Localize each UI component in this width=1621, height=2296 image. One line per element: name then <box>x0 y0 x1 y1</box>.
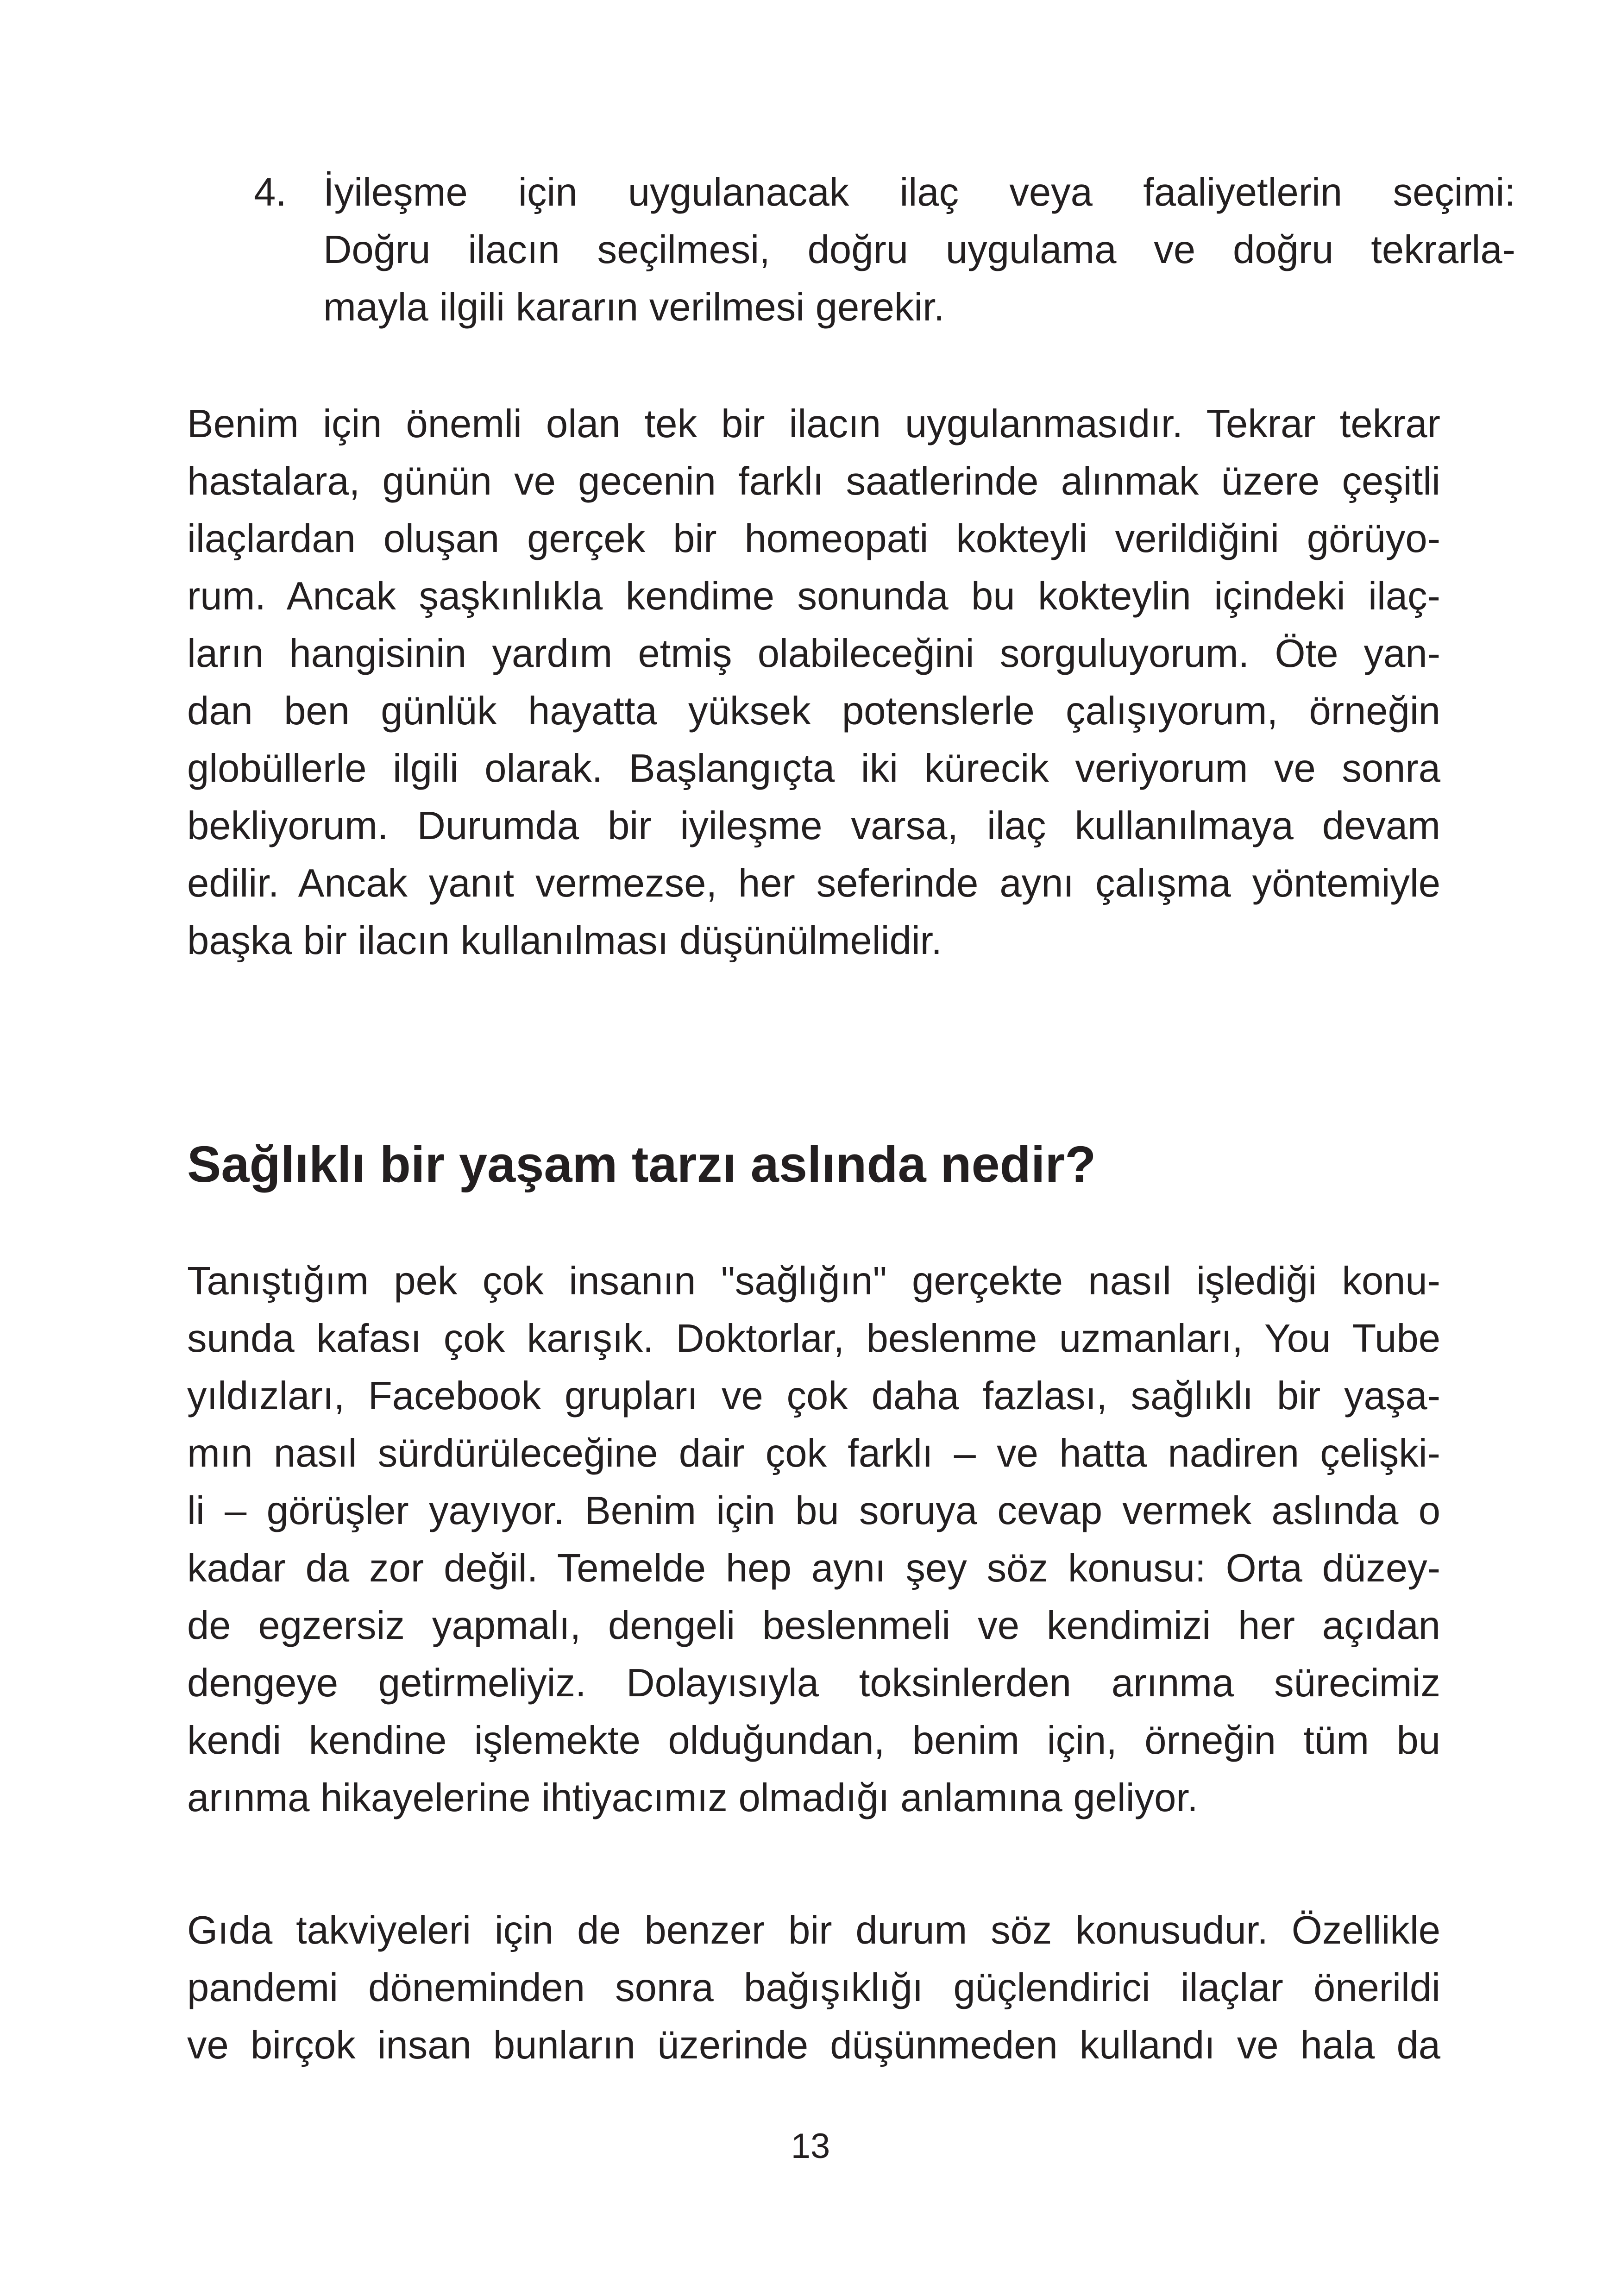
body-paragraph <box>187 395 1440 970</box>
text-line: Doğru ilacın seçilmesi, doğru uygulama ve doğru tekrarla- <box>323 228 1515 272</box>
page-number: 13 <box>791 2127 830 2166</box>
text-line: rum. Ancak şaşkınlıkla kendime sonunda bu kokteylin içindeki ilaç- <box>187 574 1440 618</box>
text-line: dan ben günlük hayatta yüksek potenslerle çalışıyorum, örneğin <box>187 689 1440 733</box>
body-paragraph <box>187 1253 1440 1827</box>
text-line: dengeye getirmeliyiz. Dolayısıyla toksinlerden arınma sürecimiz <box>187 1661 1440 1705</box>
list-item-number: 4. <box>254 170 287 214</box>
text-line: başka bir ilacın kullanılması düşünülmelidir. <box>187 919 942 963</box>
text-line: kadar da zor değil. Temelde hep aynı şey söz konusu: Orta düzey- <box>187 1546 1440 1590</box>
text-line: pandemi döneminden sonra bağışıklığı güçlendirici ilaçlar önerildi <box>187 1966 1440 2010</box>
text-line: globüllerle ilgili olarak. Başlangıçta iki kürecik veriyorum ve sonra <box>187 747 1440 790</box>
body-paragraph <box>187 1902 1440 2074</box>
text-line: ve birçok insan bunların üzerinde düşünmeden kullandı ve hala da <box>187 2023 1440 2067</box>
text-line: yıldızları, Facebook grupları ve çok daha fazlası, sağlıklı bir yaşa- <box>187 1374 1440 1418</box>
text-line: kendi kendine işlemekte olduğundan, benim için, örneğin tüm bu <box>187 1719 1440 1763</box>
text-line: mın nasıl sürdürüleceğine dair çok farklı – ve hatta nadiren çelişki- <box>187 1431 1440 1475</box>
text-line: arınma hikayelerine ihtiyacımız olmadığı anlamına geliyor. <box>187 1776 1198 1820</box>
text-line: Tanıştığım pek çok insanın "sağlığın" gerçekte nasıl işlediği konu- <box>187 1259 1440 1303</box>
text-line: hastalara, günün ve gecenin farklı saatlerinde alınmak üzere çeşitli <box>187 459 1440 503</box>
text-line: Benim için önemli olan tek bir ilacın uygulanmasıdır. Tekrar tekrar <box>187 402 1440 446</box>
text-line: bekliyorum. Durumda bir iyileşme varsa, ilaç kullanılmaya devam <box>187 804 1440 848</box>
text-line: ların hangisinin yardım etmiş olabileceğini sorguluyorum. Öte yan- <box>187 632 1440 676</box>
text-line: İyileşme için uygulanacak ilaç veya faaliyetlerin seçimi: <box>323 170 1515 214</box>
list-item-body <box>323 164 1515 336</box>
text-line: Gıda takviyeleri için de benzer bir durum söz konusudur. Özellikle <box>187 1908 1440 1952</box>
text-line: de egzersiz yapmalı, dengeli beslenmeli ve kendimizi her açıdan <box>187 1604 1440 1648</box>
text-line: mayla ilgili kararın verilmesi gerekir. <box>323 285 945 329</box>
section-heading: Sağlıklı bir yaşam tarzı aslında nedir? <box>187 1136 1096 1193</box>
text-line: sunda kafası çok karışık. Doktorlar, beslenme uzmanları, You Tube <box>187 1317 1440 1361</box>
text-line: li – görüşler yayıyor. Benim için bu soruya cevap vermek aslında o <box>187 1489 1440 1533</box>
text-line: ilaçlardan oluşan gerçek bir homeopati kokteyli verildiğini görüyo- <box>187 517 1440 561</box>
text-line: edilir. Ancak yanıt vermezse, her seferinde aynı çalışma yöntemiyle <box>187 861 1440 905</box>
